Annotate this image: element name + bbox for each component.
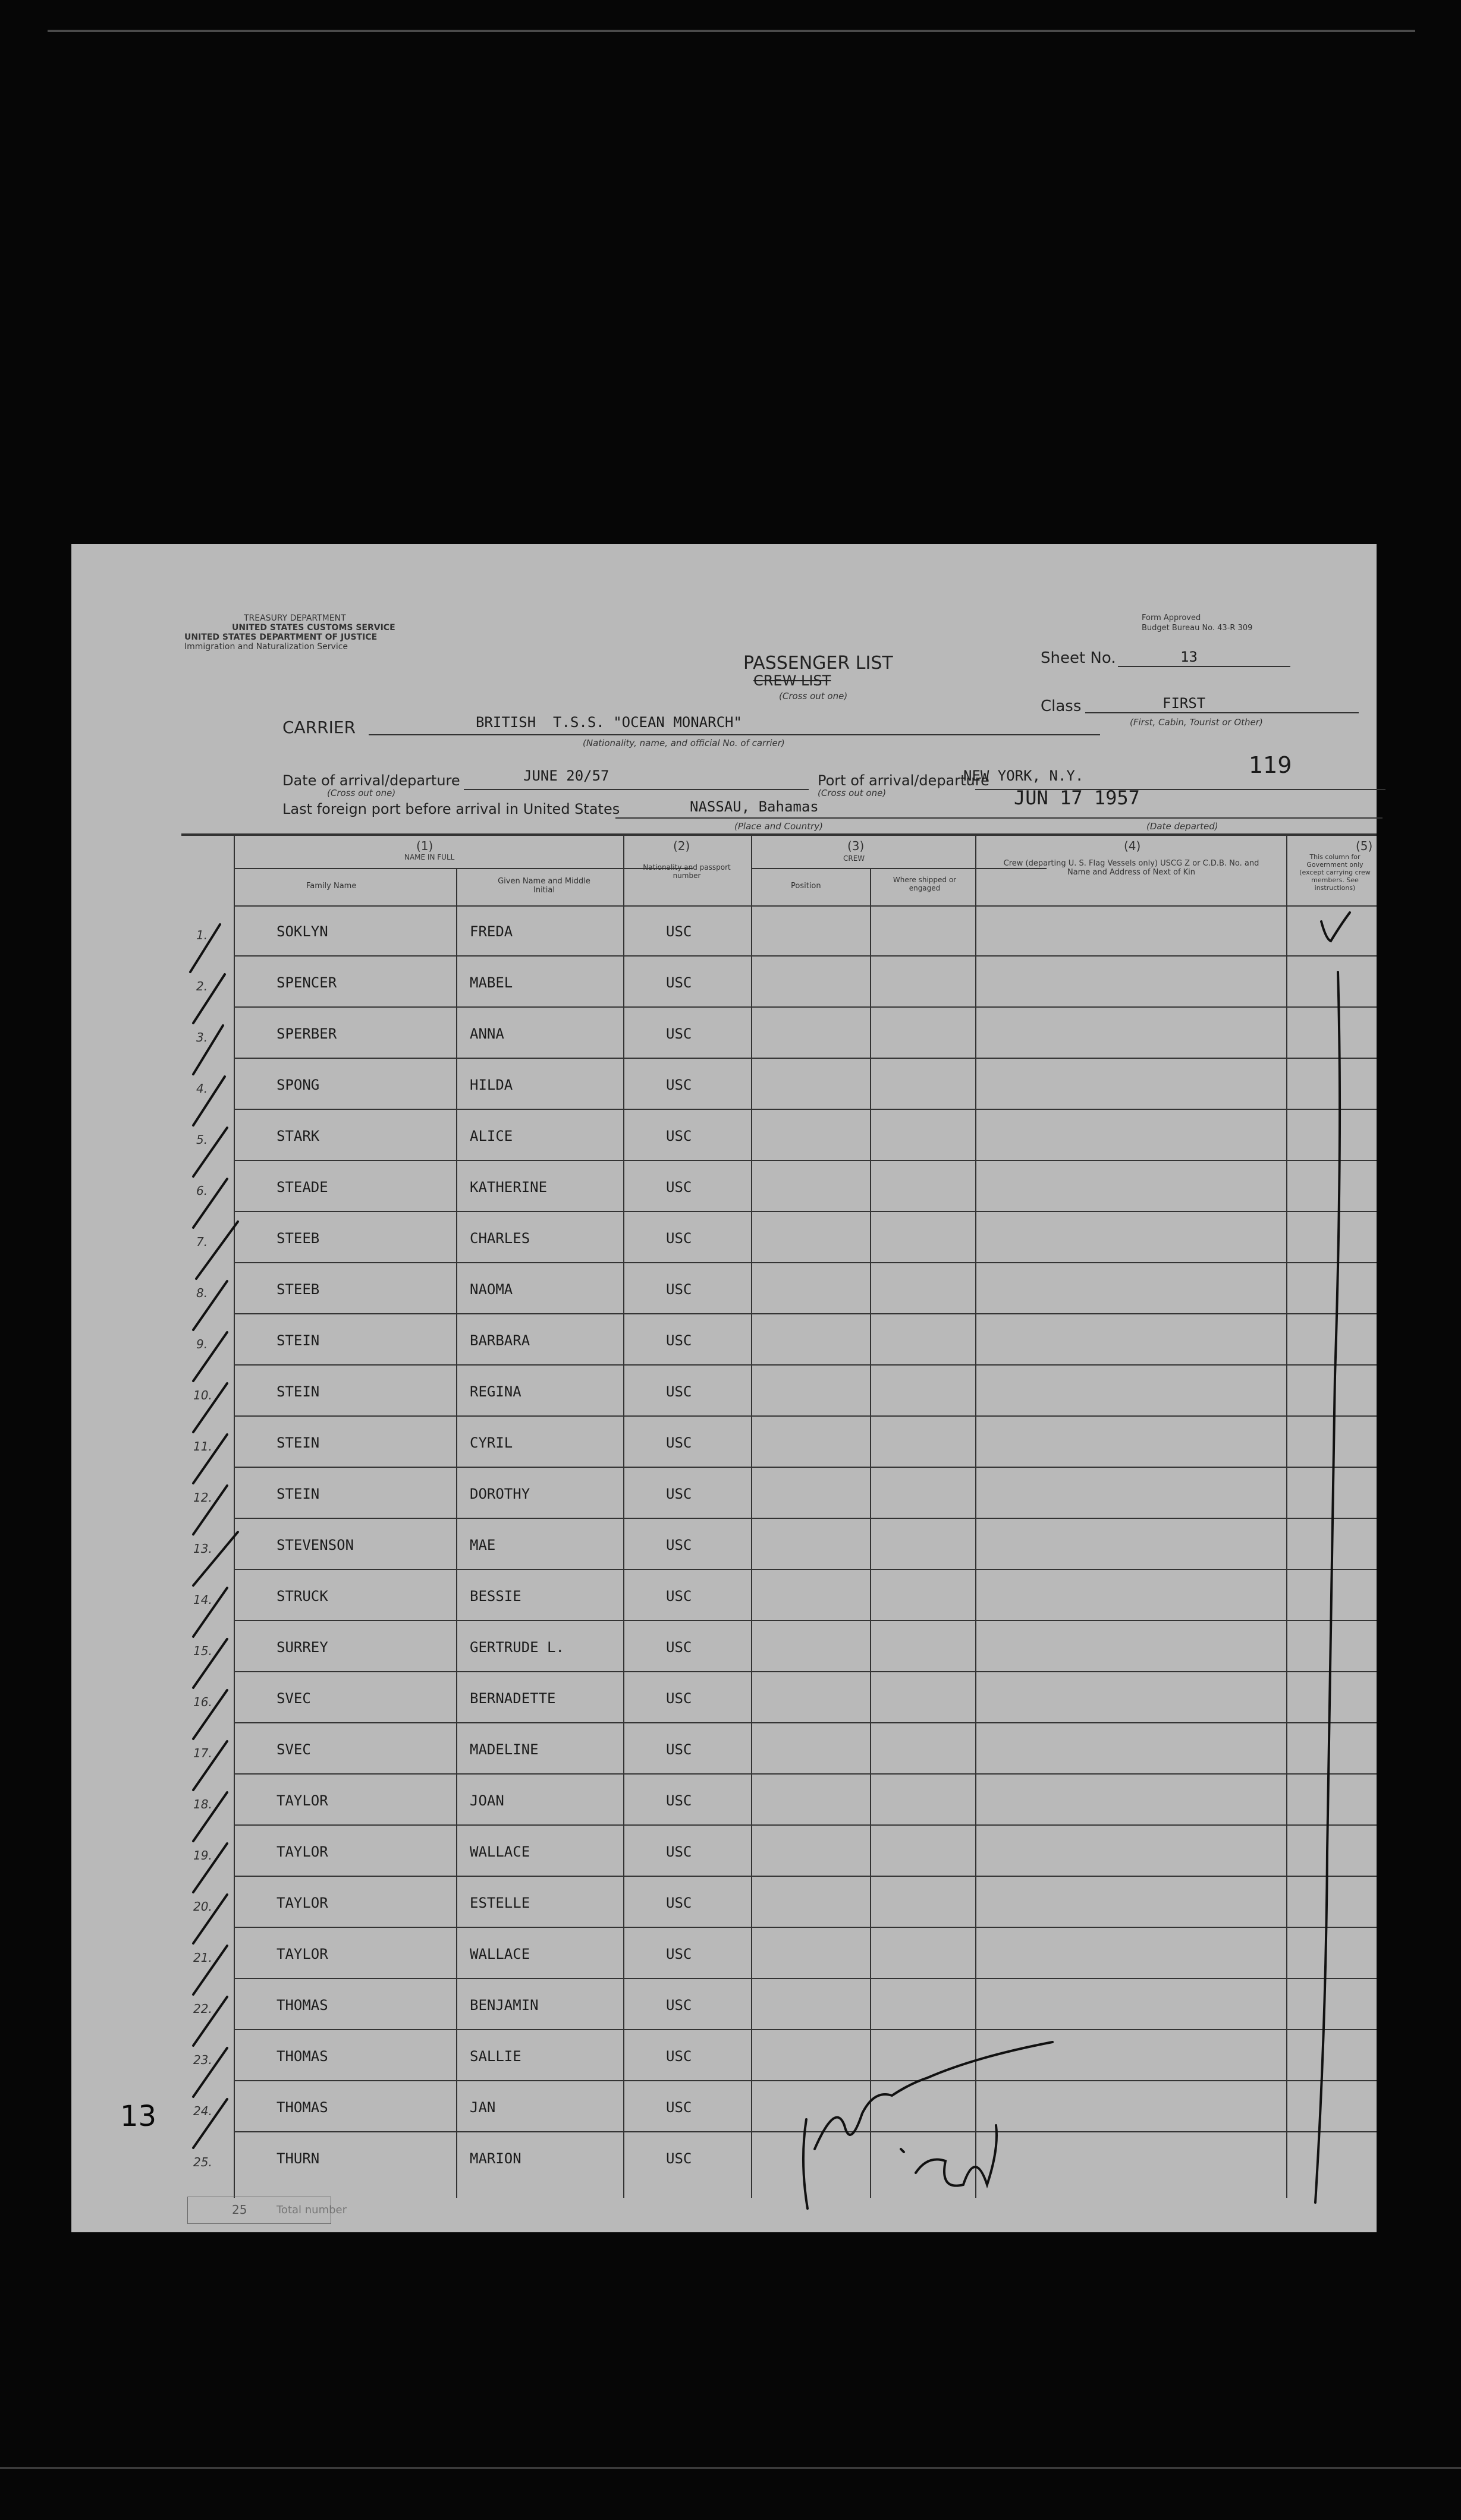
where-shipped-header: Where shipped or engaged xyxy=(893,876,957,892)
date-departed-note: (Date departed) xyxy=(1146,821,1218,832)
nationality-cell: USC xyxy=(666,1128,692,1144)
given-name-cell: CHARLES xyxy=(470,1230,530,1247)
passenger-list-sheet xyxy=(71,544,1377,2232)
nationality-cell: USC xyxy=(666,1843,692,1860)
given-name-cell: BARBARA xyxy=(470,1332,530,1349)
nationality-cell: USC xyxy=(666,1179,692,1195)
form-title-struck: CREW LIST xyxy=(753,672,831,689)
family-name-cell: THURN xyxy=(277,2150,320,2167)
nationality-cell: USC xyxy=(666,1230,692,1247)
given-name-cell: REGINA xyxy=(470,1383,521,1400)
given-name-cell: MADELINE xyxy=(470,1741,539,1758)
row-number: 5. xyxy=(196,1132,208,1147)
family-name-cell: THOMAS xyxy=(277,1997,328,2014)
row-number: 3. xyxy=(196,1030,208,1045)
nationality-cell: USC xyxy=(666,2048,692,2065)
carrier-value: BRITISH T.S.S. "OCEAN MONARCH" xyxy=(476,714,742,731)
form-title-note: (Cross out one) xyxy=(779,691,848,701)
film-top-line xyxy=(48,30,1415,32)
nationality-cell: USC xyxy=(666,1281,692,1298)
nationality-cell: USC xyxy=(666,1383,692,1400)
family-name-cell: TAYLOR xyxy=(277,1792,328,1809)
form-approval-note: Form Approved Budget Bureau No. 43-R 309 xyxy=(1142,614,1253,633)
given-name-cell: FREDA xyxy=(470,923,513,940)
family-name-header: Family Name xyxy=(306,882,357,891)
col2-number: (2) xyxy=(673,839,690,853)
margin-handwritten-number: 13 xyxy=(120,2100,157,2133)
given-name-cell: WALLACE xyxy=(470,1946,530,1962)
row-number: 12. xyxy=(193,1490,212,1505)
row-number: 19. xyxy=(193,1848,212,1863)
row-number: 4. xyxy=(196,1081,208,1096)
row-number: 9. xyxy=(196,1337,208,1351)
form-title: PASSENGER LIST xyxy=(743,653,893,674)
nationality-cell: USC xyxy=(666,1025,692,1042)
given-name-cell: ALICE xyxy=(470,1128,513,1144)
given-name-cell: KATHERINE xyxy=(470,1179,548,1195)
given-name-cell: WALLACE xyxy=(470,1843,530,1860)
row-number: 23. xyxy=(193,2053,212,2067)
row-number: 14. xyxy=(193,1593,212,1607)
nationality-cell: USC xyxy=(666,1537,692,1553)
row-number: 22. xyxy=(193,2002,212,2016)
given-name-cell: BERNADETTE xyxy=(470,1690,556,1707)
family-name-cell: THOMAS xyxy=(277,2099,328,2116)
family-name-cell: TAYLOR xyxy=(277,1895,328,1911)
date-arrival-value: JUNE 20/57 xyxy=(523,767,609,784)
given-name-cell: MAE xyxy=(470,1537,496,1553)
nationality-cell: USC xyxy=(666,974,692,991)
given-name-cell: JAN xyxy=(470,2099,496,2116)
row-number: 25. xyxy=(193,2155,212,2169)
family-name-cell: STEIN xyxy=(277,1383,320,1400)
nationality-cell: USC xyxy=(666,1588,692,1605)
family-name-cell: STEEB xyxy=(277,1230,320,1247)
family-name-cell: STEIN xyxy=(277,1434,320,1451)
nationality-cell: USC xyxy=(666,1690,692,1707)
row-number: 13. xyxy=(193,1541,212,1556)
port-value: NEW YORK, N.Y. xyxy=(963,767,1084,784)
given-name-cell: MARION xyxy=(470,2150,521,2167)
carrier-note: (Nationality, name, and official No. of carrier) xyxy=(583,738,785,748)
given-name-cell: DOROTHY xyxy=(470,1486,530,1502)
row-number: 20. xyxy=(193,1899,212,1914)
family-name-cell: STEVENSON xyxy=(277,1537,354,1553)
family-name-cell: STRUCK xyxy=(277,1588,328,1605)
given-name-cell: JOAN xyxy=(470,1792,504,1809)
nationality-cell: USC xyxy=(666,1895,692,1911)
given-name-cell: CYRIL xyxy=(470,1434,513,1451)
row-number: 18. xyxy=(193,1797,212,1811)
col1-title: NAME IN FULL xyxy=(404,853,455,861)
nationality-cell: USC xyxy=(666,1792,692,1809)
given-name-cell: ANNA xyxy=(470,1025,504,1042)
given-name-cell: HILDA xyxy=(470,1077,513,1093)
nationality-cell: USC xyxy=(666,1946,692,1962)
nationality-cell: USC xyxy=(666,1639,692,1656)
class-note: (First, Cabin, Tourist or Other) xyxy=(1130,717,1263,728)
family-name-cell: SPERBER xyxy=(277,1025,337,1042)
date-departed-value: JUN 17 1957 xyxy=(1014,786,1140,809)
family-name-cell: SURREY xyxy=(277,1639,328,1656)
date-arrival-label: Date of arrival/departure xyxy=(282,772,460,789)
nationality-cell: USC xyxy=(666,2150,692,2167)
col5-title: This column for Government only (except carrying crew members. See instructions) xyxy=(1299,853,1371,892)
row-number: 21. xyxy=(193,1950,212,1965)
given-name-cell: GERTRUDE L. xyxy=(470,1639,564,1656)
row-number: 7. xyxy=(196,1235,208,1249)
nationality-cell: USC xyxy=(666,1486,692,1502)
family-name-cell: TAYLOR xyxy=(277,1843,328,1860)
col1-number: (1) xyxy=(416,839,433,853)
family-name-cell: STARK xyxy=(277,1128,320,1144)
last-port-value: NASSAU, Bahamas xyxy=(690,798,819,815)
nationality-cell: USC xyxy=(666,1434,692,1451)
carrier-label: CARRIER xyxy=(282,718,356,737)
row-number: 17. xyxy=(193,1746,212,1760)
col4-number: (4) xyxy=(1124,839,1141,853)
agency-line-1: TREASURY DEPARTMENT xyxy=(244,614,346,623)
family-name-cell: STEEB xyxy=(277,1281,320,1298)
family-name-cell: THOMAS xyxy=(277,2048,328,2065)
family-name-cell: SVEC xyxy=(277,1741,311,1758)
row-number: 6. xyxy=(196,1184,208,1198)
class-label: Class xyxy=(1041,697,1082,715)
row-number: 11. xyxy=(193,1439,212,1454)
nationality-cell: USC xyxy=(666,1997,692,2014)
col3-number: (3) xyxy=(847,839,865,853)
col5-number: (5) xyxy=(1356,839,1373,853)
nationality-cell: USC xyxy=(666,1332,692,1349)
family-name-cell: SOKLYN xyxy=(277,923,328,940)
sheet-label: Sheet No. xyxy=(1041,649,1116,667)
film-bottom-line xyxy=(0,2467,1461,2469)
family-name-cell: TAYLOR xyxy=(277,1946,328,1962)
row-number: 8. xyxy=(196,1286,208,1300)
given-name-cell: BESSIE xyxy=(470,1588,521,1605)
agency-line-4: Immigration and Naturalization Service xyxy=(184,642,348,652)
class-value: FIRST xyxy=(1162,695,1206,712)
total-count: 25 xyxy=(232,2203,247,2217)
nationality-cell: USC xyxy=(666,923,692,940)
given-name-cell: SALLIE xyxy=(470,2048,521,2065)
col3-title: CREW xyxy=(843,854,865,863)
port-label: Port of arrival/departure xyxy=(818,772,989,789)
row-number: 1. xyxy=(196,928,208,942)
family-name-cell: STEIN xyxy=(277,1332,320,1349)
col4-title: Crew (departing U. S. Flag Vessels only) USCG Z or C.D.B. No. and Name and Address of Next of Kin xyxy=(1003,859,1259,877)
row-number: 24. xyxy=(193,2104,212,2118)
row-number: 2. xyxy=(196,979,208,993)
given-name-header: Given Name and Middle Initial xyxy=(498,877,590,895)
port-note: (Cross out one) xyxy=(818,788,887,798)
agency-line-2: UNITED STATES CUSTOMS SERVICE xyxy=(232,623,395,633)
position-header: Position xyxy=(791,882,821,891)
nationality-cell: USC xyxy=(666,1741,692,1758)
sheet-number: 13 xyxy=(1180,649,1198,665)
row-number: 16. xyxy=(193,1695,212,1709)
given-name-cell: NAOMA xyxy=(470,1281,513,1298)
family-name-cell: STEIN xyxy=(277,1486,320,1502)
family-name-cell: SPENCER xyxy=(277,974,337,991)
family-name-cell: STEADE xyxy=(277,1179,328,1195)
nationality-cell: USC xyxy=(666,1077,692,1093)
col2-title: Nationality and passport number xyxy=(643,863,731,880)
agency-line-3: UNITED STATES DEPARTMENT OF JUSTICE xyxy=(184,633,378,642)
row-number: 15. xyxy=(193,1644,212,1658)
last-port-note: (Place and Country) xyxy=(734,821,823,832)
given-name-cell: ESTELLE xyxy=(470,1895,530,1911)
date-arrival-note: (Cross out one) xyxy=(327,788,396,798)
family-name-cell: SVEC xyxy=(277,1690,311,1707)
handwritten-check-marks xyxy=(71,544,1377,2232)
given-name-cell: MABEL xyxy=(470,974,513,991)
given-name-cell: BENJAMIN xyxy=(470,1997,539,2014)
nationality-cell: USC xyxy=(666,2099,692,2116)
handwritten-number: 119 xyxy=(1249,752,1292,778)
last-port-label: Last foreign port before arrival in United States xyxy=(282,801,620,817)
row-number: 10. xyxy=(193,1388,212,1402)
family-name-cell: SPONG xyxy=(277,1077,320,1093)
total-label: Total number xyxy=(277,2204,347,2216)
